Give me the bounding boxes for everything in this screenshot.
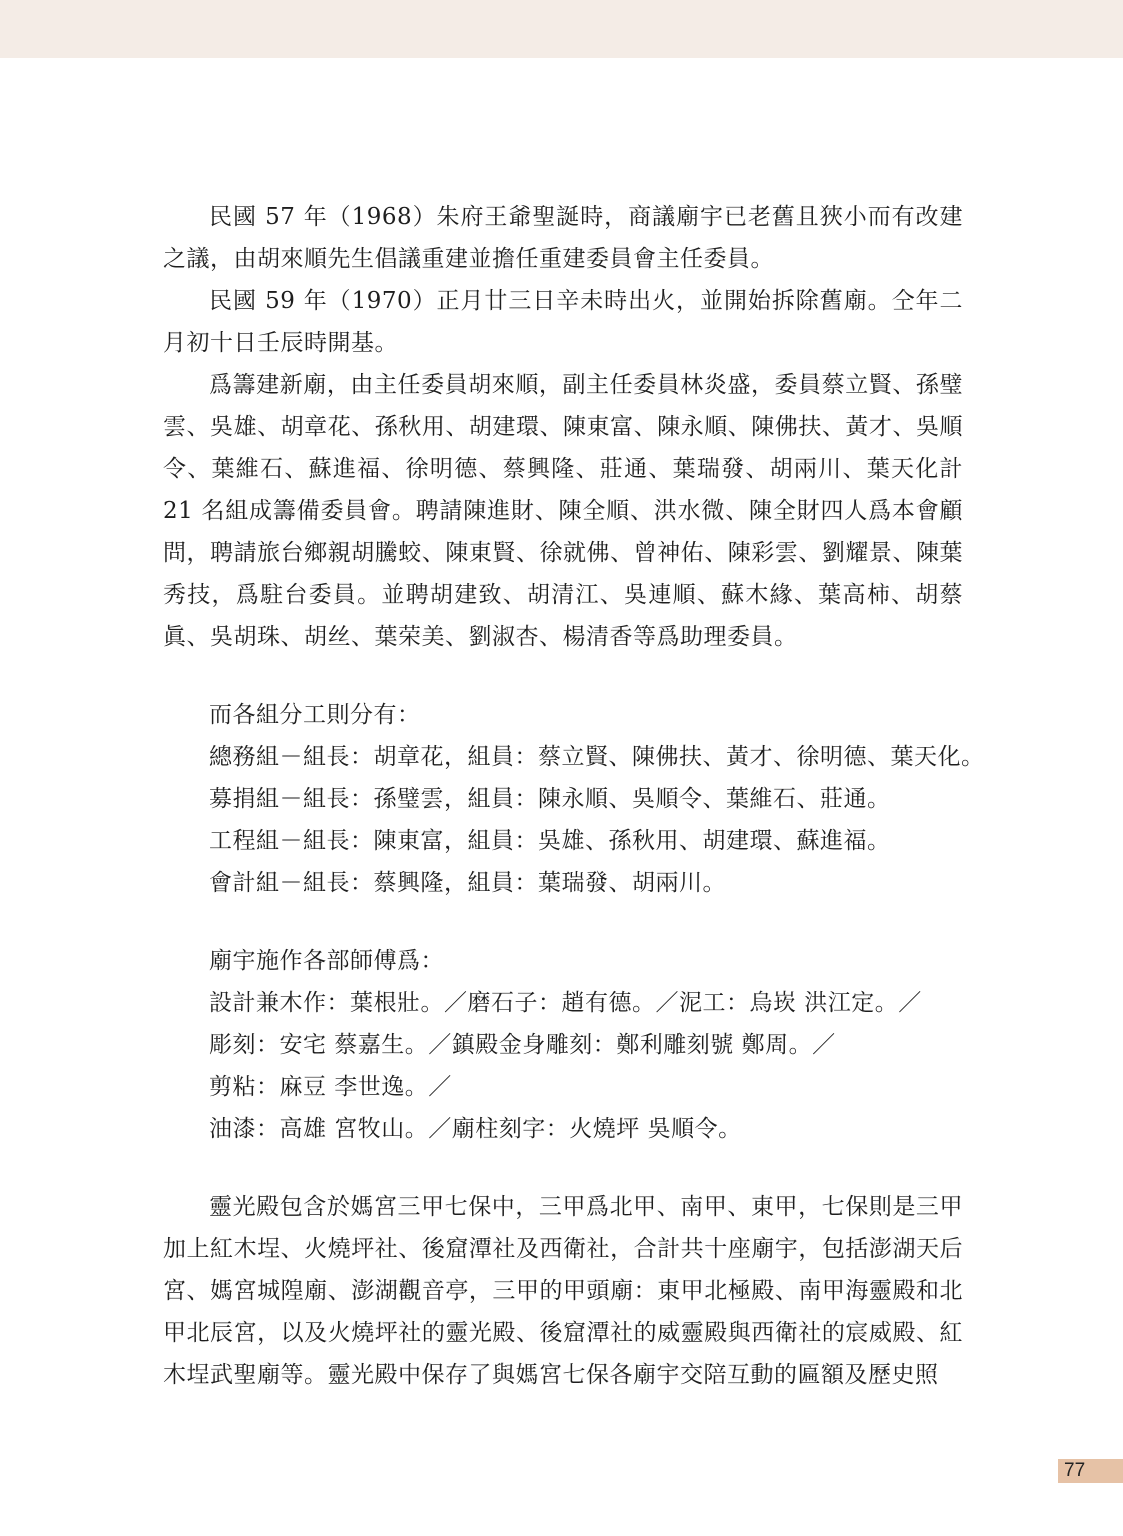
- list-item: 募捐組－組長：孫璧雲，組員：陳永順、吳順令、葉維石、莊通。: [209, 786, 891, 812]
- list-item: 總務組－組長：胡章花，組員：蔡立賢、陳佛扶、黃才、徐明德、葉天化。: [209, 744, 985, 770]
- paragraph-rebuild-proposal: 民國 57 年（1968）朱府王爺聖誕時，商議廟宇已老舊且狹小而有改建之議，由胡來順先生倡議重建並擔任重建委員會主任委員。: [163, 204, 963, 272]
- list-item: 工程組－組長：陳東富，組員：吳雄、孫秋用、胡建環、蘇進福。: [209, 828, 891, 854]
- list-item: 設計兼木作：葉根壯。／磨石子：趙有德。／泥工：烏崁 洪江定。／: [209, 990, 922, 1016]
- group-division-list: [163, 694, 985, 904]
- list-item: 剪粘：麻豆 李世逸。／: [209, 1074, 452, 1100]
- paragraph-committee: 爲籌建新廟，由主任委員胡來順，副主任委員林炎盛，委員蔡立賢、孫璧雲、吳雄、胡章花、孫秋用、胡建環、陳東富、陳永順、陳佛扶、黃才、吳順令、葉維石、蘇進福、徐明德、蔡興隆、莊通、葉瑞發、胡兩川、葉天化計 21 名組成籌備委員會。聘請陳進財、陳全順、洪水微、陳全財四人爲本會顧問，聘請旅台鄉親胡騰蛟、陳東賢、徐就佛、曾神佑、陳彩雲、劉耀景、陳葉秀技，爲駐台委員。並聘胡建致、胡清江、吳連順、蘇木緣、葉高柿、胡蔡眞、吳胡珠、胡丝、葉荣美、劉淑杏、楊清香等爲助理委員。: [163, 372, 963, 650]
- page-body: [163, 196, 985, 1396]
- craftsmen-intro: 廟宇施作各部師傅爲：: [209, 948, 444, 974]
- paragraph-demolition: 民國 59 年（1970）正月廿三日辛未時出火，並開始拆除舊廟。仝年二月初十日壬辰時開基。: [163, 288, 963, 356]
- craftsmen-list: [163, 940, 963, 1150]
- list-item: 彫刻：安宅 蔡嘉生。／鎮殿金身雕刻：鄭利雕刻號 鄭周。／: [209, 1032, 836, 1058]
- paragraph-temple-network: 靈光殿包含於媽宮三甲七保中，三甲爲北甲、南甲、東甲，七保則是三甲加上紅木埕、火燒坪社、後窟潭社及西衛社，合計共十座廟宇，包括澎湖天后宮、媽宮城隍廟、澎湖觀音亭，三甲的甲頭廟：東甲北極殿、南甲海靈殿和北甲北辰宮，以及火燒坪社的靈光殿、後窟潭社的威靈殿與西衛社的宸威殿、紅木埕武聖廟等。靈光殿中保存了與媽宮七保各廟宇交陪互動的匾額及歷史照: [163, 1194, 963, 1388]
- group-division-intro: 而各組分工則分有：: [209, 702, 421, 728]
- list-item: 油漆：高雄 宮牧山。／廟柱刻字：火燒坪 吳順令。: [209, 1116, 742, 1142]
- top-color-band: [0, 0, 1123, 58]
- page-number: 77: [1064, 1460, 1086, 1481]
- list-item: 會計組－組長：蔡興隆，組員：葉瑞發、胡兩川。: [209, 870, 726, 896]
